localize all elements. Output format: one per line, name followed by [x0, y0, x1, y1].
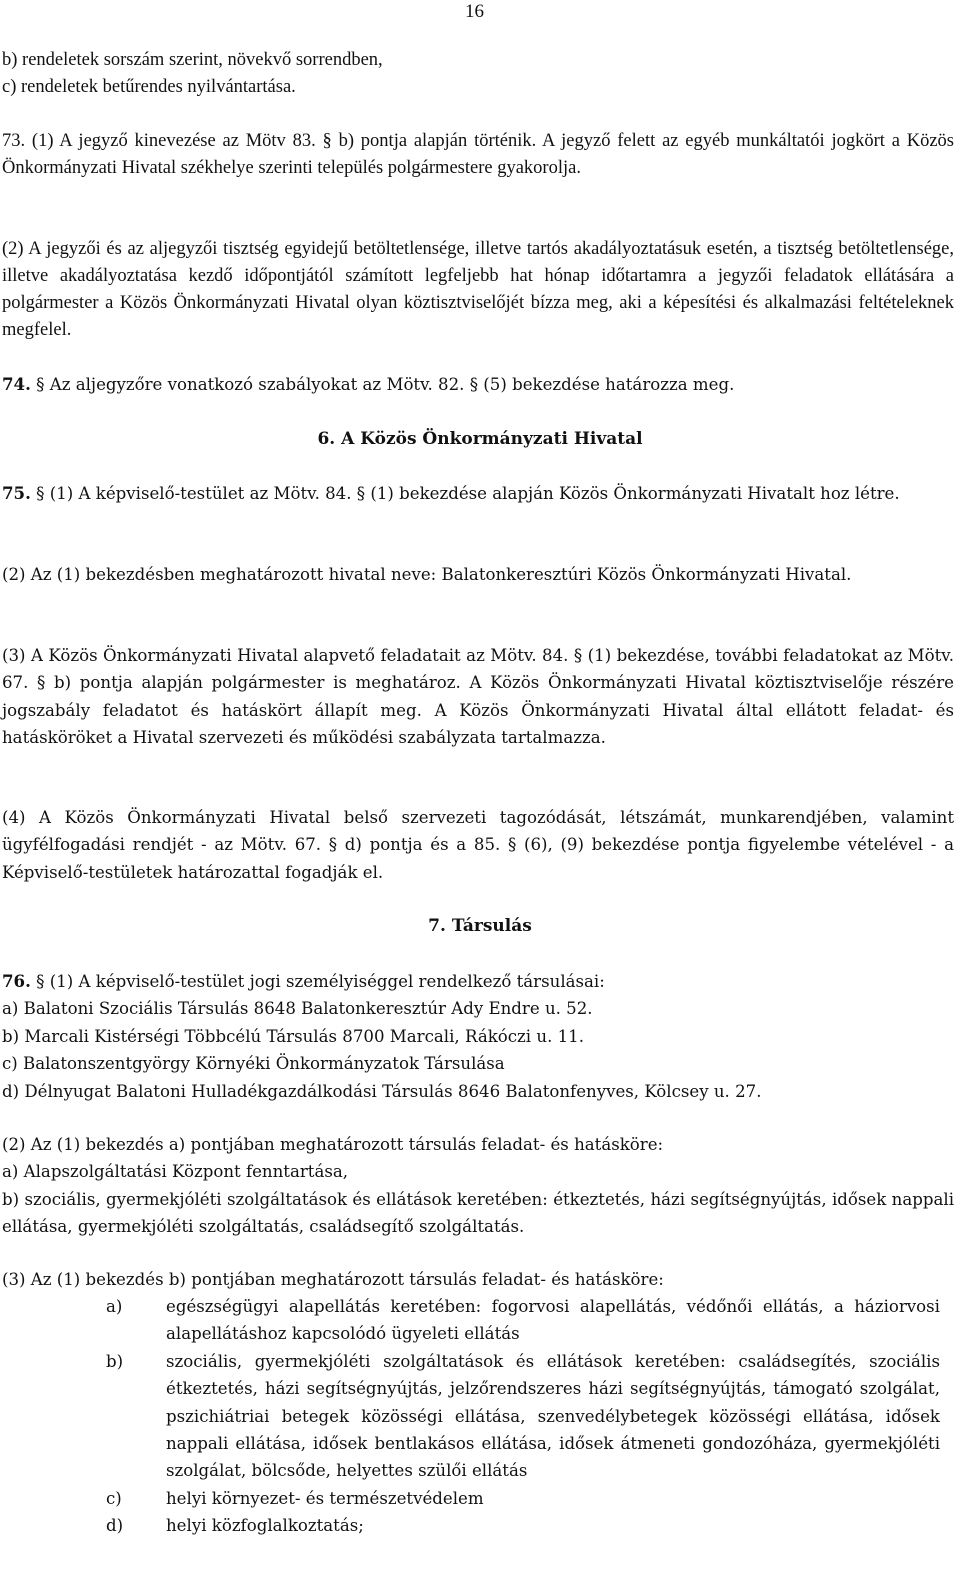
list-item — [106, 1348, 940, 1485]
list-item-text: helyi környezet- és természetvédelem — [166, 1488, 484, 1508]
heading-7: 7. Társulás — [428, 916, 532, 936]
list-item — [106, 1293, 940, 1348]
association-c: c) Balatonszentgyörgy Környéki Önkormányzatok Társulása — [2, 1054, 505, 1074]
intro-list — [2, 47, 954, 101]
paragraph-75-3: (3) A Közös Önkormányzati Hivatal alapvető feladatait az Mötv. 84. § (1) bekezdése, további feladatokat az Mötv. 67. § b) pontja alapján polgármester is meghatároz. A Közös Önkormányzati Hivatal köztisztviselője részére jogszabály feladatot és hatáskört állapít meg. A Közös Önkormányzati Hivatal által ellátott feladat- és hatásköröket a Hivatal szervezeti és működési szabályzata tartalmazza. — [2, 646, 954, 748]
list-marker: a) — [106, 1297, 123, 1316]
list-marker: c) — [106, 1488, 122, 1508]
paragraph-76-2-b: b) szociális, gyermekjóléti szolgáltatások és ellátások keretében: étkeztetés, házi segítségnyújtás, idősek nappali ellátása, gyermekjóléti szolgáltatás, családsegítő szolgáltatás. — [2, 1189, 954, 1237]
paragraph-73-2: (2) A jegyzői és az aljegyzői tisztség egyidejű betöltetlensége, illetve tartós akadályoztatásuk esetén, a tisztség betöltetlensége, illetve akadályoztatása kezdő időpontjától számított legfeljebb hat hónap időtartamra a jegyzői feladatok ellátására a polgármester a Közös Önkormányzati Hivatal olyan köztisztviselőjét bízza meg, aki a képesítési és alkalmazási feltételeknek megfelel. — [2, 239, 954, 340]
intro-line-c: c) rendeletek betűrendes nyilvántartása. — [2, 77, 296, 97]
paragraph-76-1-text: § (1) A képviselő-testület jogi személyiséggel rendelkező társulásai: — [30, 972, 605, 991]
paragraph-76-2 — [2, 1131, 954, 1241]
section-number-76: 76. — [2, 971, 31, 991]
paragraph-75-4: (4) A Közös Önkormányzati Hivatal belső szervezeti tagozódását, létszámát, munkarendjében, valamint ügyfélfogadási rendjét - az Mötv. 67. § d) pontja és a 85. § (6), (9) bekezdése pontja figyelembe vételével - a Képviselő-testületek határozattal fogadják el. — [2, 808, 954, 882]
list-item-text: helyi közfoglalkoztatás; — [166, 1516, 364, 1536]
paragraph-75-1-text: § (1) A képviselő-testület az Mötv. 84. § (1) bekezdése alapján Közös Önkormányzati Hivatalt hoz létre. — [30, 484, 900, 503]
association-b: b) Marcali Kistérségi Többcélú Társulás 8700 Marcali, Rákóczi u. 11. — [2, 1026, 585, 1046]
list-marker: d) — [106, 1516, 124, 1536]
association-a: a) Balatoni Szociális Társulás 8648 Balatonkeresztúr Ady Endre u. 52. — [2, 999, 593, 1019]
paragraph-74-text: § Az aljegyzőre vonatkozó szabályokat az Mötv. 82. § (5) bekezdése határozza meg. — [30, 375, 735, 394]
paragraph-76-1-title — [2, 968, 954, 995]
paragraph-75-2: (2) Az (1) bekezdésben meghatározott hivatal neve: Balatonkeresztúri Közös Önkormányzati Hivatal. — [2, 565, 852, 584]
section-number-75: 75. — [2, 483, 31, 503]
paragraph-76-3-list — [106, 1293, 940, 1540]
paragraph-74 — [2, 371, 954, 398]
page-number: 16 — [465, 1, 484, 22]
paragraph-73-1: 73. (1) A jegyző kinevezése az Mötv 83. § b) pontja alapján történik. A jegyző felett az egyéb munkáltatói jogkört a Közös Önkormányzati Hivatal székhelye szerinti település polgármestere gyakorolja. — [2, 131, 954, 178]
list-item — [106, 1512, 940, 1539]
paragraph-76-2-a: a) Alapszolgáltatási Központ fenntartása, — [2, 1162, 349, 1182]
section-number-74: 74. — [2, 374, 31, 394]
paragraph-76-3-title: (3) Az (1) bekezdés b) pontjában meghatározott társulás feladat- és hatásköre: — [2, 1270, 664, 1289]
paragraph-76-2-title: (2) Az (1) bekezdés a) pontjában meghatározott társulás feladat- és hatásköre: — [2, 1135, 664, 1154]
heading-6: 6. A Közös Önkormányzati Hivatal — [317, 429, 643, 449]
list-item-text: szociális, gyermekjóléti szolgáltatások és ellátások keretében: családsegítés, szociális étkeztetés, házi segítségnyújtás, jelzőrendszeres házi segítségnyújtás, támogató szolgálat, pszichiátriai betegek közösségi ellátása, szenvedélybetegek közösségi ellátása, idősek nappali ellátása, idősek bentlakásos ellátása, idősek átmeneti gondozóháza, gyermekjóléti szolgálat, bölcsőde, helyettes szülői ellátás — [166, 1351, 940, 1481]
paragraph-75-1 — [2, 480, 954, 507]
list-item — [106, 1485, 940, 1512]
list-item-text: egészségügyi alapellátás keretében: fogorvosi alapellátás, védőnői ellátás, a háziorvosi alapellátáshoz kapcsolódó ügyeleti ellátás — [166, 1297, 940, 1344]
intro-line-b: b) rendeletek sorszám szerint, növekvő sorrendben, — [2, 50, 383, 70]
paragraph-76-1 — [2, 968, 954, 1105]
association-d: d) Délnyugat Balatoni Hulladékgazdálkodási Társulás 8646 Balatonfenyves, Kölcsey u. 27. — [2, 1081, 762, 1101]
list-marker: b) — [106, 1351, 124, 1371]
